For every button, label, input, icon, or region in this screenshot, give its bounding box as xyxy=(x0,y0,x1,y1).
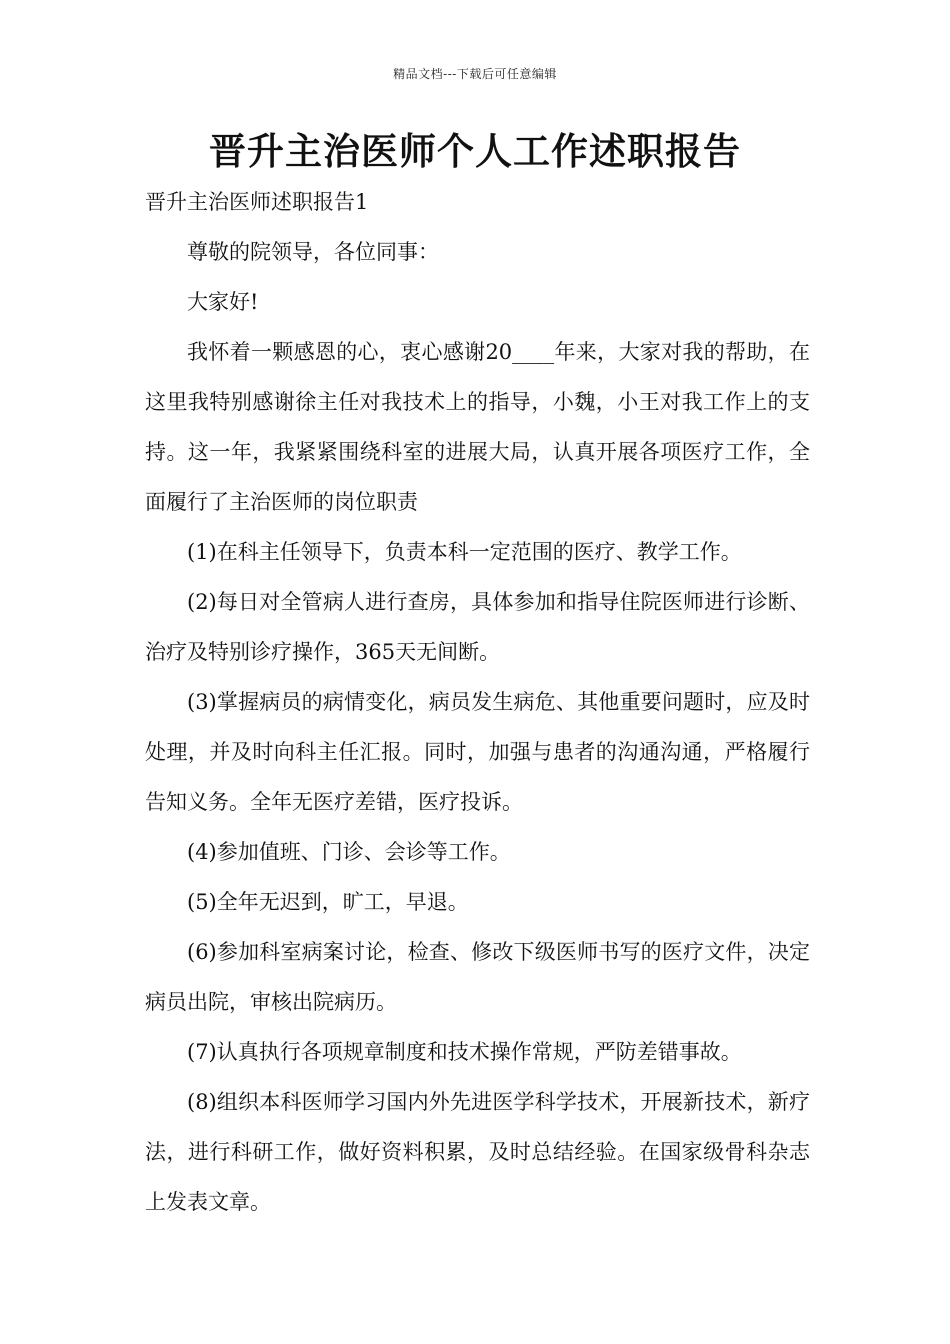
paragraph-item-8: (8)组织本科医师学习国内外先进医学科学技术，开展新技术，新疗法，进行科研工作，做好资料积累，及时总结经验。在国家级骨科杂志上发表文章。 xyxy=(145,1090,810,1214)
paragraph-item-3: (3)掌握病员的病情变化，病员发生病危、其他重要问题时，应及时处理，并及时向科主任汇报。同时，加强与患者的沟通沟通，严格履行告知义务。全年无医疗差错，医疗投诉。 xyxy=(145,690,810,814)
document-subtitle: 晋升主治医师述职报告1 xyxy=(145,190,369,214)
paragraph-greeting: 尊敬的院领导，各位同事： xyxy=(187,240,439,264)
paragraph-item-6: (6)参加科室病案讨论，检查、修改下级医师书写的医疗文件，决定病员出院，审核出院病历。 xyxy=(145,940,810,1014)
paragraph-item-5: (5)全年无迟到，旷工，早退。 xyxy=(187,890,469,914)
paragraph-item-1: (1)在科主任领导下，负责本科一定范围的医疗、教学工作。 xyxy=(187,540,742,564)
header-note: 精品文档---下载后可任意编辑 xyxy=(393,67,557,81)
paragraph-item-4: (4)参加值班、门诊、会诊等工作。 xyxy=(187,840,511,864)
document-body xyxy=(145,177,810,1227)
paragraph-hello: 大家好! xyxy=(187,290,259,314)
paragraph-intro: 我怀着一颗感恩的心，衷心感谢20____年来，大家对我的帮助，在这里我特别感谢徐主任对我技术上的指导，小魏，小王对我工作上的支持。这一年，我紧紧围绕科室的进展大局，认真开展各项医疗工作，全面履行了主治医师的岗位职责 xyxy=(145,340,810,514)
paragraph-item-7: (7)认真执行各项规章制度和技术操作常规，严防差错事故。 xyxy=(187,1040,742,1064)
paragraph-item-2: (2)每日对全管病人进行查房，具体参加和指导住院医师进行诊断、治疗及特别诊疗操作，365天无间断。 xyxy=(145,590,810,664)
document-title: 晋升主治医师个人工作述职报告 xyxy=(209,130,741,173)
